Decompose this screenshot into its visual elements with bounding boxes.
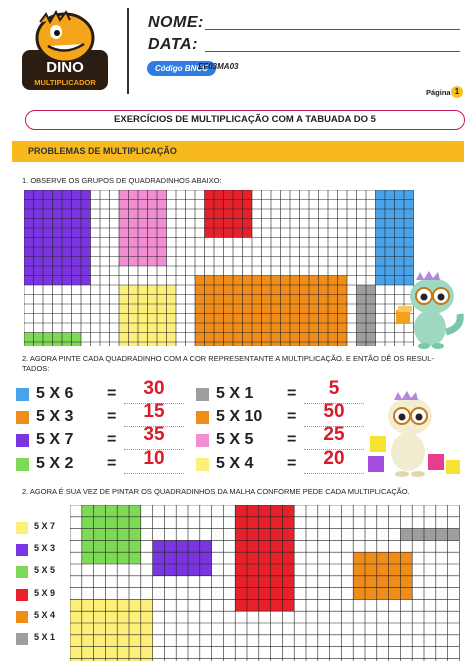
bncc-code: EF03MA03 (198, 62, 239, 71)
answer-line[interactable] (304, 472, 364, 474)
observation-grid (24, 190, 415, 346)
logo-subtitle: MULTIPLICADOR (34, 78, 96, 87)
name-field[interactable] (205, 29, 460, 30)
answer-line[interactable] (124, 472, 184, 474)
equals-sign: = (107, 431, 117, 448)
worksheet-title: EXERCÍCIOS DE MULTIPLICAÇÃO COM A TABUADA DO 5 (25, 110, 465, 130)
grid-color-block (400, 529, 459, 541)
grid-color-block (70, 599, 153, 661)
legend-label: 5 X 9 (34, 588, 56, 598)
grid-color-block (235, 505, 294, 611)
legend-label: 5 X 7 (34, 521, 56, 531)
equation-expression: 5 X 10 (216, 408, 263, 425)
date-label: DATA: (148, 36, 198, 53)
grid-color-block (82, 505, 141, 564)
question-2-line1: 2. AGORA PINTE CADA QUADRADINHO COM A COR REPRESENTANTE A MULTIPLICAÇÃO. E ENTÃO DÊ OS RESUL- (22, 354, 434, 363)
legend-color-square (16, 544, 28, 556)
equation-answer: 25 (323, 424, 345, 445)
equation-expression: 5 X 3 (36, 408, 74, 425)
equation-expression: 5 X 2 (36, 455, 74, 472)
question-1: 1. OBSERVE OS GRUPOS DE QUADRADINHOS ABAIXO: (22, 176, 222, 185)
color-key-square (16, 388, 29, 401)
section-title: PROBLEMAS DE MULTIPLICAÇÃO (28, 146, 177, 156)
equation-expression: 5 X 7 (36, 431, 74, 448)
grid-color-block (153, 540, 212, 575)
legend-label: 5 X 1 (34, 632, 56, 642)
bncc-badge: Código BNCC (147, 61, 216, 76)
legend-color-square (16, 522, 28, 534)
name-label: NOME: (148, 14, 204, 31)
equals-sign: = (287, 408, 297, 425)
page-label: Página (426, 88, 451, 97)
equation-expression: 5 X 5 (216, 431, 254, 448)
equation-answer: 15 (143, 401, 165, 422)
equation-answer: 35 (143, 424, 165, 445)
equals-sign: = (107, 455, 117, 472)
equals-sign: = (287, 455, 297, 472)
legend-color-square (16, 589, 28, 601)
equation-answer: 20 (323, 448, 345, 469)
equation-expression: 5 X 4 (216, 455, 254, 472)
legend-label: 5 X 3 (34, 543, 56, 553)
legend-color-square (16, 566, 28, 578)
coloring-grid[interactable] (70, 505, 461, 661)
equation-expression: 5 X 6 (36, 385, 74, 402)
header-divider (127, 8, 129, 94)
question-3: 2. AGORA É SUA VEZ DE PINTAR OS QUADRADINHOS DA MALHA CONFORME PEDE CADA MULTIPLICAÇÃO. (22, 487, 410, 496)
legend-label: 5 X 5 (34, 565, 56, 575)
grid-color-block (205, 190, 253, 238)
color-key-square (196, 458, 209, 471)
color-key-square (16, 411, 29, 424)
color-key-square (196, 388, 209, 401)
color-key-square (16, 458, 29, 471)
equals-sign: = (287, 431, 297, 448)
page-number: 1 (451, 86, 463, 98)
equation-answer: 50 (323, 401, 345, 422)
color-key-square (196, 411, 209, 424)
legend-color-square (16, 633, 28, 645)
equals-sign: = (107, 408, 117, 425)
dino-with-cubes-illustration (368, 390, 464, 480)
color-key-square (196, 434, 209, 447)
equation-expression: 5 X 1 (216, 385, 254, 402)
question-2-line2: TADOS: (22, 364, 50, 373)
equation-answer: 5 (328, 378, 340, 399)
legend-label: 5 X 4 (34, 610, 56, 620)
date-field[interactable] (205, 51, 460, 52)
equals-sign: = (287, 385, 297, 402)
dino-logo (20, 8, 110, 96)
equation-answer: 30 (143, 378, 165, 399)
color-key-square (16, 434, 29, 447)
dino-with-cube-illustration (396, 270, 464, 350)
equation-answer: 10 (143, 448, 165, 469)
legend-color-square (16, 611, 28, 623)
equals-sign: = (107, 385, 117, 402)
logo-title: DINO (46, 59, 84, 76)
